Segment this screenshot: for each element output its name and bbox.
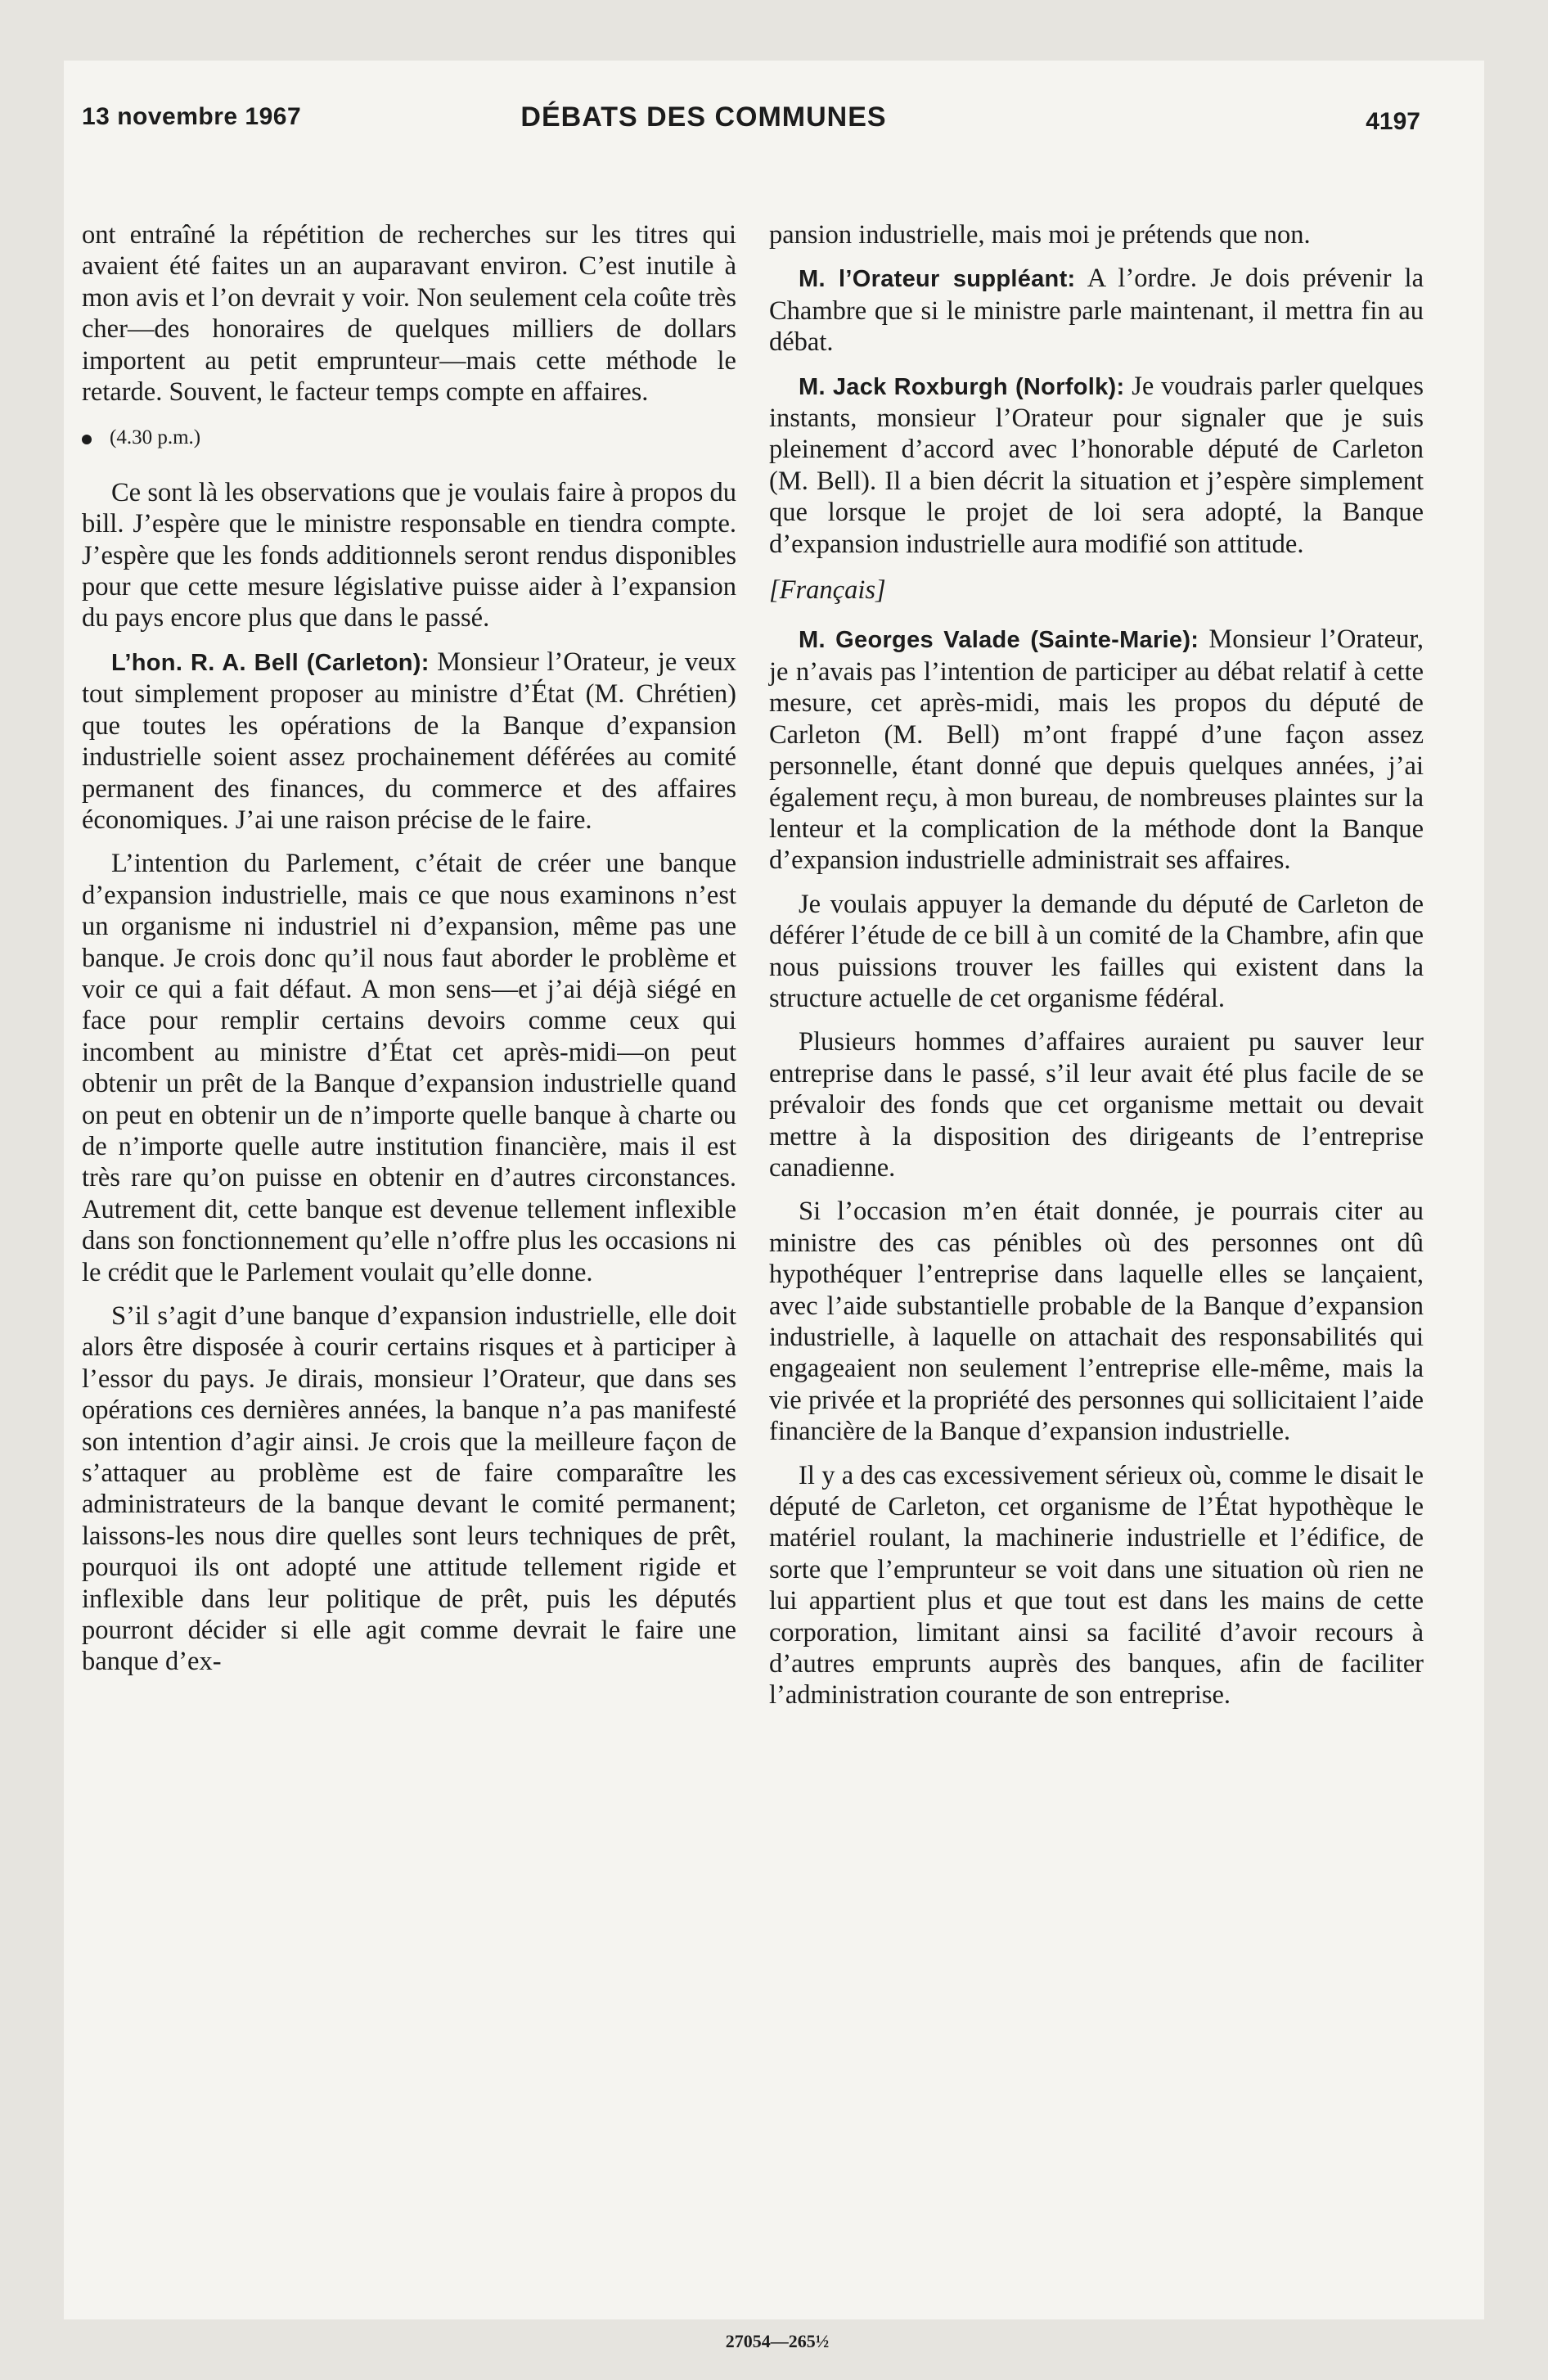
speech-text-orateur: A l’ordre. Je dois prévenir la Chambre que si le ministre parle maintenant, il mettra fin au débat. bbox=[769, 264, 1424, 358]
speaker-name-bell: L’hon. R. A. Bell (Carleton): bbox=[111, 649, 430, 676]
header-title: DÉBATS DES COMMUNES bbox=[520, 101, 887, 133]
speech-text-roxburgh: Je voudrais parler quelques instants, monsieur l’Orateur pour signaler que je suis pleinement d’accord avec l’honorable député de Carleton (M. Bell). Il a bien décrit la situation et j’espère simplement que lorsque le projet de loi sera adopté, la Banque d’expansion industrielle aura modifié son attitude. bbox=[769, 371, 1424, 559]
header-page-number: 4197 bbox=[1366, 108, 1420, 135]
speech-text-bell: Monsieur l’Orateur, je veux tout simplement proposer au ministre d’État (M. Chrétien) que toutes les opérations de la Banque d’expansion industrielle soient assez prochainement déférées au comité permanent des finances, du commerce et des affaires économiques. J’ai une raison précise de le faire. bbox=[82, 647, 737, 835]
speaker-name-orateur: M. l’Orateur suppléant: bbox=[799, 266, 1076, 293]
right-paragraph-2 bbox=[769, 263, 1424, 358]
header-date: 13 novembre 1967 bbox=[82, 103, 302, 130]
page-header bbox=[82, 98, 1420, 144]
left-paragraph-2: Ce sont là les observations que je voulais faire à propos du bill. J’espère que le ministre responsable en tiendra compte. J’espère que les fonds additionnels seront rendus disponibles pour que cette mesure législative puisse aider à l’expansion du pays encore plus que dans le passé. bbox=[82, 477, 736, 633]
right-paragraph-1: pansion industrielle, mais moi je prétends que non. bbox=[769, 220, 1311, 250]
left-paragraph-5: S’il s’agit d’une banque d’expansion industrielle, elle doit alors être disposée à courir certains risques et à participer à l’essor du pays. Je dirais, monsieur l’Orateur, que dans ses opérations ces dernières années, la banque n’a pas manifesté son intention d’agir ainsi. Je crois que la meilleure façon de s’attaquer au problème est de faire comparaître les administrateurs de la banque devant le comité permanent; laissons-les nous dire quelles sont leurs techniques de prêt, pourquoi ils ont adopté une attitude tellement rigide et inflexible dans leur politique de prêt, puis les députés pourront décider si elle agit comme devrait le faire une banque d’ex- bbox=[82, 1301, 736, 1677]
bullet-icon bbox=[82, 435, 92, 444]
right-paragraph-6: Plusieurs hommes d’affaires auraient pu sauver leur entreprise dans le passé, s’il leur avait été plus facile de se prévaloir des fonds que cet organisme mettait ou devait mettre à la disposition des dirigeants de l’entreprise canadienne. bbox=[769, 1027, 1424, 1183]
speaker-name-valade: M. Georges Valade (Sainte-Marie): bbox=[799, 627, 1199, 654]
right-paragraph-7: Si l’occasion m’en était donnée, je pourrais citer au ministre des cas pénibles où des personnes ont dû hypothéquer l’entreprise dans laquelle elles se lançaient, avec l’aide substantielle probable de la Banque d’expansion industrielle, à laquelle on attachait des responsabilités qui engageaient non seulement l’entreprise elle-même, mais la vie privée et la propriété des personnes qui sollicitaient l’aide financière de la Banque d’expansion industrielle. bbox=[769, 1197, 1424, 1447]
footer-print-code: 27054—265½ bbox=[725, 2331, 830, 2351]
right-paragraph-3 bbox=[769, 371, 1424, 560]
left-column bbox=[82, 219, 736, 1690]
left-paragraph-3 bbox=[82, 647, 736, 836]
right-paragraph-8: Il y a des cas excessivement sérieux où, comme le disait le député de Carleton, cet organisme de l’État hypothèque le matériel roulant, la machinerie industrielle et l’édifice, de sorte que l’emprunteur se voit dans une situation où rien ne lui appartient plus et que tout est dans les mains de cette corporation, limitant ainsi sa facilité d’avoir recours à d’autres emprunts auprès des banques, afin de faciliter l’administration courante de son entreprise. bbox=[769, 1460, 1424, 1711]
speaker-name-roxburgh: M. Jack Roxburgh (Norfolk): bbox=[799, 373, 1125, 400]
left-paragraph-4: L’intention du Parlement, c’était de créer une banque d’expansion industrielle, mais ce que nous examinons n’est un organisme ni industriel ni d’expansion, même pas une banque. Je crois donc qu’il nous faut aborder le problème et voir ce qui a fait défaut. A mon sens—et j’ai déjà siégé en face pour remplir certains devoirs comme ceux qui incombent au ministre d’État cet après-midi—on peut obtenir un prêt de la Banque d’expansion industrielle quand on peut en obtenir un de n’importe quelle banque à charte ou de n’importe quelle autre institution financière, mais il est très rare qu’on puisse en obtenir en d’autres circonstances. Autrement dit, cette banque est devenue tellement inflexible dans son fonctionnement qu’elle n’offre plus les occasions ni le crédit que le Parlement voulait qu’elle donne. bbox=[82, 849, 736, 1287]
language-tag: [Français] bbox=[769, 575, 886, 606]
right-paragraph-5: Je voulais appuyer la demande du député de Carleton de déférer l’étude de ce bill à un comité de la Chambre, afin que nous puissions trouver les failles qui existent dans la structure actuelle de cet organisme fédéral. bbox=[769, 889, 1424, 1013]
right-column bbox=[769, 219, 1424, 1724]
right-paragraph-4 bbox=[769, 624, 1424, 876]
time-mark bbox=[82, 422, 736, 453]
left-paragraph-1: ont entraîné la répétition de recherches sur les titres qui avaient été faites un an auparavant environ. C’est inutile à mon avis et l’on devrait y voir. Non seulement cela coûte très cher—des honoraires de quelques milliers de dollars importent au petit emprunteur—mais cette méthode le retarde. Souvent, le facteur temps compte en affaires. bbox=[82, 220, 736, 408]
time-mark-text: (4.30 p.m.) bbox=[110, 426, 201, 449]
speech-text-valade: Monsieur l’Orateur, je n’avais pas l’intention de participer au débat relatif à cette mesure, cet après-midi, mais les propos du député de Carleton (M. Bell) m’ont frappé d’une façon assez personnelle, étant donné que depuis quelques années, j’ai également reçu, à mon bureau, de nombreuses plaintes sur la lenteur et la complication de la méthode dont la Banque d’expansion industrielle administrait ses affaires. bbox=[769, 624, 1424, 876]
